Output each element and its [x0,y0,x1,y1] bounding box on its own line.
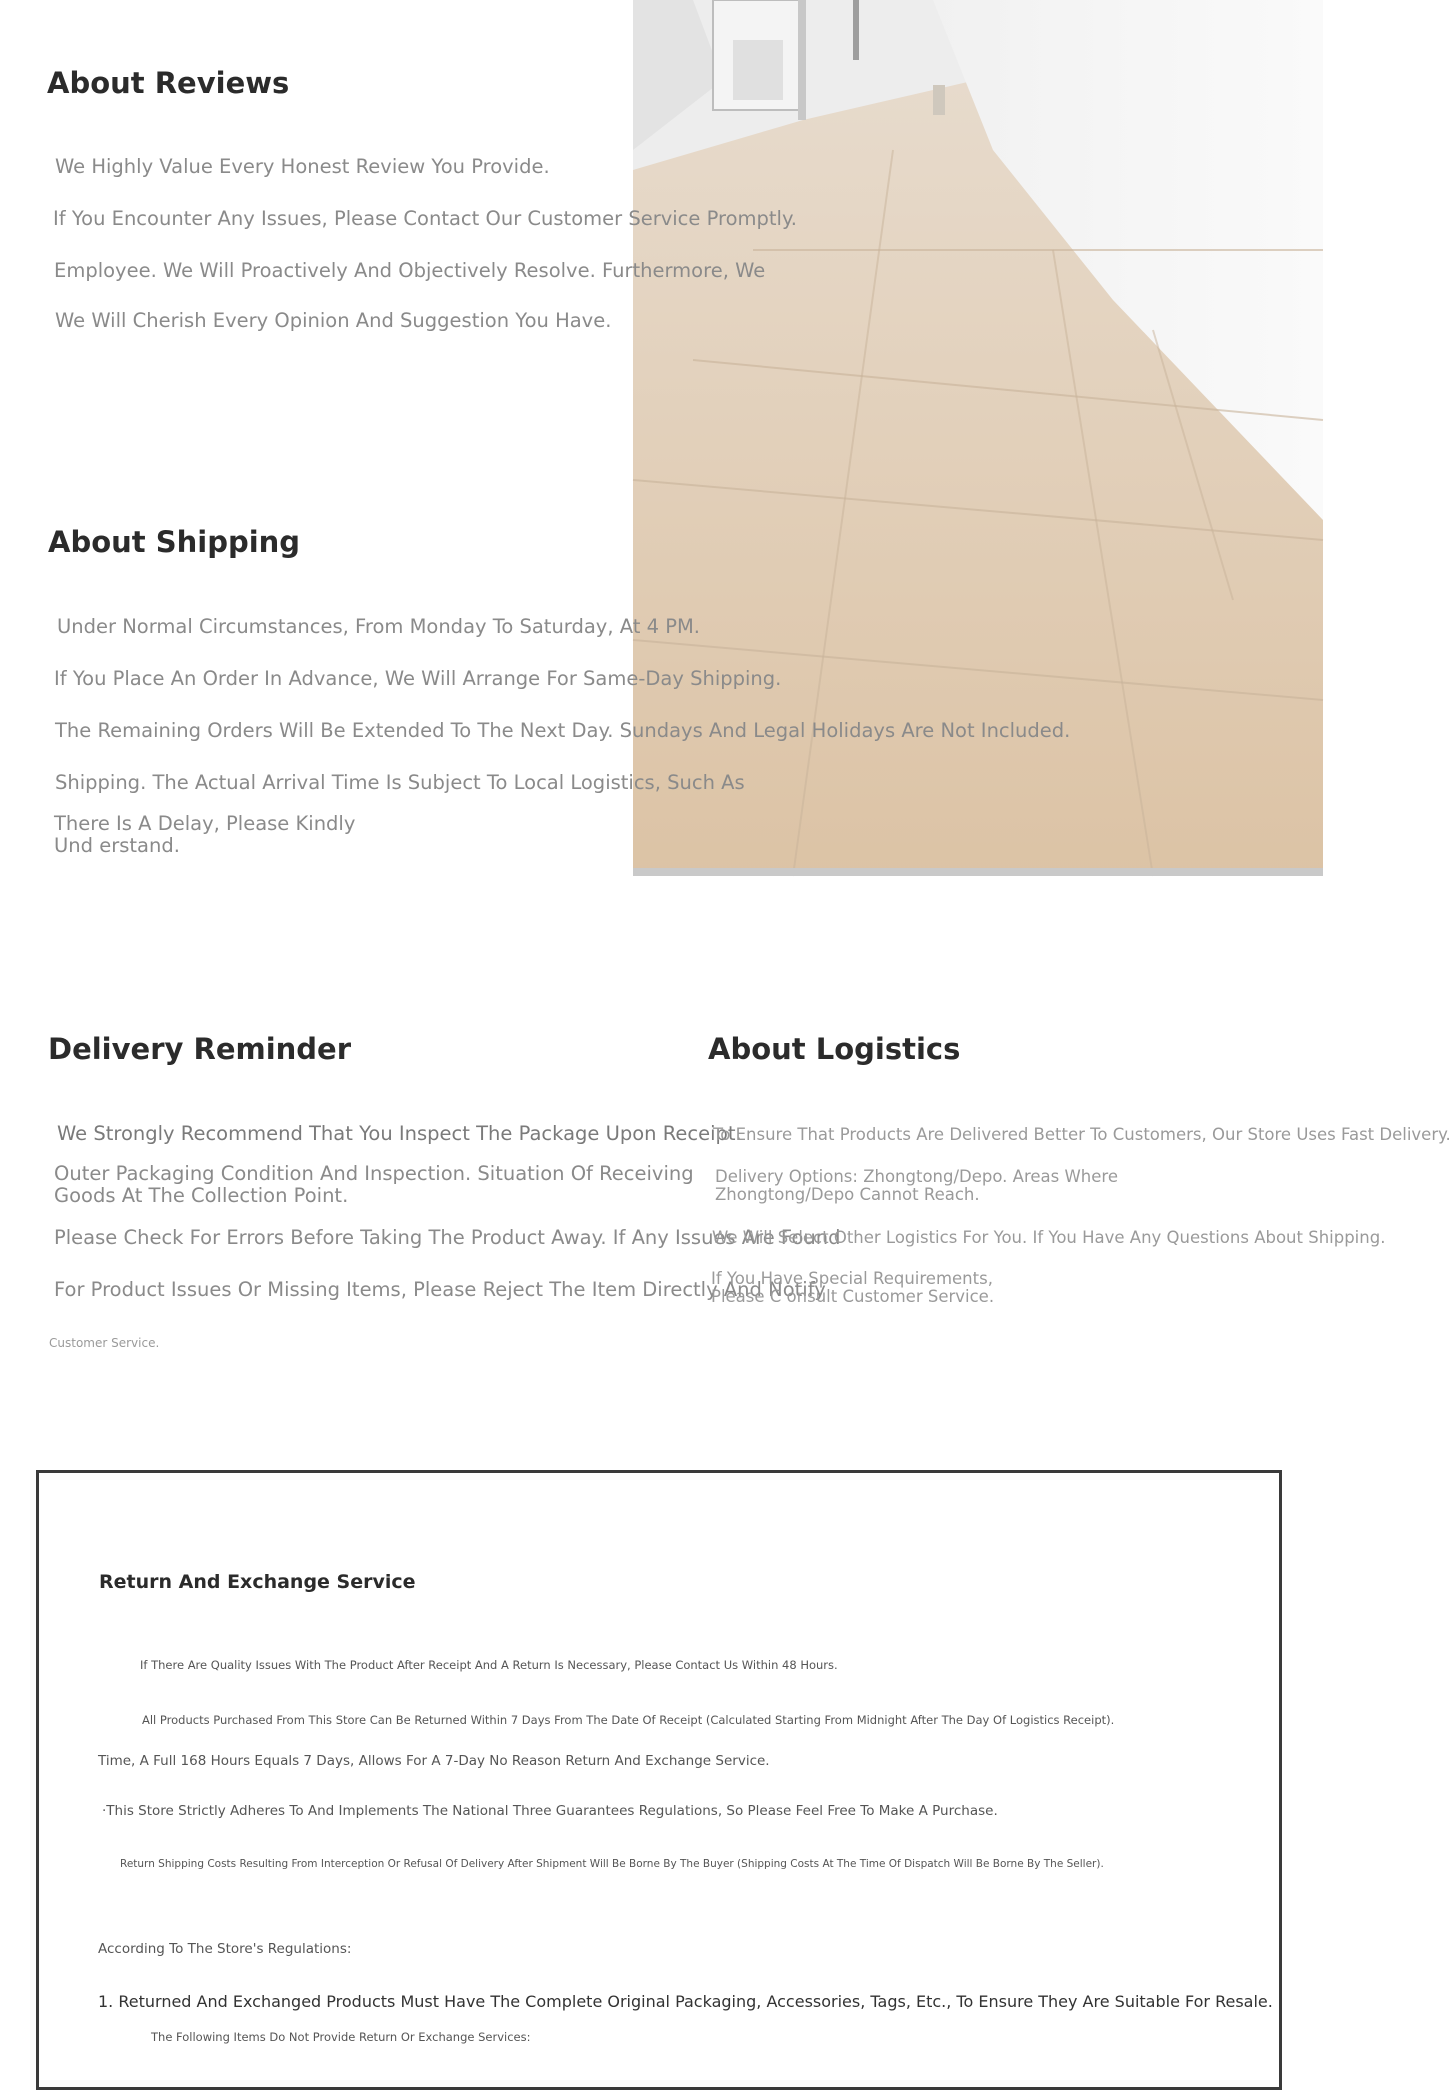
shipping-line: If You Place An Order In Advance, We Will Arrange For Same-Day Shipping. [54,667,782,690]
reviews-line: Employee. We Will Proactively And Objectively Resolve. Furthermore, We [54,259,766,282]
delivery-line: Outer Packaging Condition And Inspection. Situation Of Receiving Goods At The Collection Point. [54,1162,694,1207]
regulations-label: According To The Store's Regulations: [98,1941,352,1957]
logistics-line: If You Have Special Requirements, Please C onsult Customer Service. [711,1269,995,1306]
shipping-line: Shipping. The Actual Arrival Time Is Subject To Local Logistics, Such As [55,771,745,794]
shipping-line: The Remaining Orders Will Be Extended To The Next Day. Sundays And Legal Holidays Are Not Included. [55,719,1071,742]
reviews-line: We Will Cherish Every Opinion And Suggestion You Have. [55,309,612,332]
shipping-line: There Is A Delay, Please Kindly Und erstand. [54,812,356,857]
logistics-line: We Will Select Other Logistics For You. If You Have Any Questions About Shipping. [712,1228,1386,1247]
shipping-line: Under Normal Circumstances, From Monday To Saturday, At 4 PM. [57,615,700,638]
rule-number: 1. [98,1992,114,2011]
return-exchange-title: Return And Exchange Service [99,1571,416,1593]
delivery-reminder-heading: Delivery Reminder [48,1032,352,1066]
reviews-line: If You Encounter Any Issues, Please Contact Our Customer Service Promptly. [53,207,797,230]
delivery-line: For Product Issues Or Missing Items, Please Reject The Item Directly And Notify [54,1278,826,1301]
delivery-line: Customer Service. [49,1336,160,1350]
return-exchange-panel [36,1470,1282,2090]
delivery-line: Please Check For Errors Before Taking The Product Away. If Any Issues Are Found [54,1226,841,1249]
logistics-line: To Ensure That Products Are Delivered Better To Customers, Our Store Uses Fast Delivery. [713,1125,1451,1144]
return-line: Return Shipping Costs Resulting From Interception Or Refusal Of Delivery After Shipment Will Be Borne By The Buyer (Shipping Costs At The Time Of Dispatch Will Be Borne By The Seller). [120,1858,1104,1870]
return-line: All Products Purchased From This Store Can Be Returned Within 7 Days From The Date Of Receipt (Calculated Starting From Midnight After The Day Of Logistics Receipt). [142,1713,1115,1727]
rule-item [98,1992,1273,2011]
return-line: Time, A Full 168 Hours Equals 7 Days, Allows For A 7-Day No Reason Return And Exchange Service. [98,1753,770,1769]
about-reviews-heading: About Reviews [47,66,290,100]
logistics-line: Delivery Options: Zhongtong/Depo. Areas Where Zhongtong/Depo Cannot Reach. [715,1167,1118,1204]
reviews-line: We Highly Value Every Honest Review You Provide. [55,155,550,178]
rule-text: Returned And Exchanged Products Must Have The Complete Original Packaging, Accessories, Tags, Etc., To Ensure They Are Suitable For Resale. [118,1992,1273,2011]
about-logistics-heading: About Logistics [708,1032,961,1066]
delivery-line: We Strongly Recommend That You Inspect The Package Upon Receipt. [57,1122,742,1145]
no-return-label: The Following Items Do Not Provide Return Or Exchange Services: [151,2030,531,2044]
hallway-photo [633,0,1323,876]
return-line: ·This Store Strictly Adheres To And Implements The National Three Guarantees Regulations, So Please Feel Free To Make A Purchase. [102,1803,998,1819]
about-shipping-heading: About Shipping [48,525,301,559]
return-line: If There Are Quality Issues With The Product After Receipt And A Return Is Necessary, Please Contact Us Within 48 Hours. [140,1658,838,1672]
